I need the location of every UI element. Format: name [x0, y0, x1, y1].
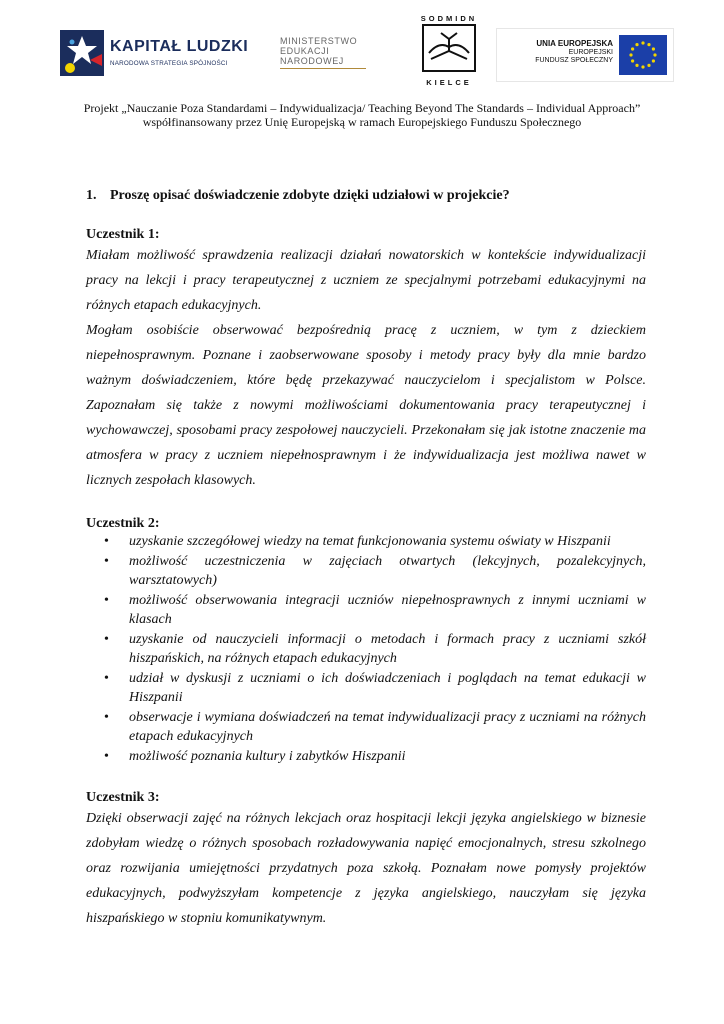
list-item-text: uzyskanie od nauczycieli informacji o metodach i formach pracy z uczniami szkół hiszpańskich, na różnych etapach edukacyjnych [129, 632, 646, 666]
list-item [86, 747, 646, 766]
participant-2-list [86, 532, 646, 766]
list-item-text: obserwacje i wymiana doświadczeń na temat indywidualizacji pracy z uczniami na różnych etapach edukacyjnych [129, 710, 646, 744]
bullet-icon: • [104, 710, 109, 725]
list-item-text: udział w dyskusji z uczniami o ich doświadczeniach i poglądach na temat edukacji w Hiszpanii [129, 671, 646, 705]
question-text: Proszę opisać doświadczenie zdobyte dzięki udziałowi w projekcie? [110, 188, 510, 203]
participant-1-label: Uczestnik 1: [86, 227, 160, 242]
ministerstwo-line-1: MINISTERSTWO [280, 36, 358, 46]
bullet-icon: • [104, 534, 109, 549]
hands-book-icon [421, 23, 477, 73]
list-item-text: możliwość uczestniczenia w zajęciach otwartych (lekcyjnych, pozalekcyjnych, warsztatowych) [129, 554, 646, 588]
kapital-ludzki-emblem-icon [60, 30, 104, 76]
list-item-text: uzyskanie szczegółowej wiedzy na temat funkcjonowania systemu oświaty w Hiszpanii [129, 534, 611, 549]
project-header-line-1: Projekt „Nauczanie Poza Standardami – Indywidualizacja/ Teaching Beyond The Standards – Individual Approach” [83, 101, 641, 115]
eu-flag-icon [619, 35, 667, 75]
sodmidn-bottom-text: KIELCE [426, 78, 472, 87]
kapital-ludzki-subtitle: NARODOWA STRATEGIA SPÓJNOŚCI [110, 60, 228, 67]
list-item [86, 552, 646, 590]
list-item [86, 669, 646, 707]
participant-1-paragraph-2: Mogłam osobiście obserwować bezpośrednią pracę z uczniem, w tym z dzieckiem niepełnosprawnym. Poznane i zaobserwowane sposoby i metody pracy były dla mnie bardzo ważnym doświadczeniem, które będę przekazywać nauczycielom i specjalistom w Polsce. Zapoznałam się także z nowymi możliwościami dokumentowania pracy terapeutycznej i wychowawczej, sposobami pracy zespołowej nauczycieli. Przekonałam się jak istotne znaczenie ma atmosfera w pracy z uczniem niepełnosprawnym i że indywidualizacja jest możliwa nawet w licznych zespołach klasowych. [86, 323, 646, 488]
unia-line-1: UNIA EUROPEJSKA [536, 39, 613, 48]
kapital-ludzki-title: KAPITAŁ LUDZKI [110, 38, 249, 55]
document-body [86, 186, 646, 931]
project-header-line-2: współfinansowany przez Unię Europejską w ramach Europejskiego Funduszu Społecznego [142, 115, 582, 129]
list-item [86, 532, 646, 551]
participant-3-label: Uczestnik 3: [86, 790, 160, 805]
ministerstwo-line-3: NARODOWEJ [280, 56, 344, 66]
bullet-icon: • [104, 554, 109, 569]
list-item [86, 708, 646, 746]
bullet-icon: • [104, 671, 109, 686]
unia-line-3: FUNDUSZ SPOŁECZNY [535, 57, 613, 64]
question-heading [86, 186, 646, 206]
unia-europejska-logo [496, 28, 674, 82]
participant-3-paragraph-1: Dzięki obserwacji zajęć na różnych lekcjach oraz hospitacji lekcji języka angielskiego w biznesie zdobyłam wiedzę o różnych sposobach rozładowywania napięć emocjonalnych, stresu szkolnego oraz rozwijania umiejętności przydatnych poza szkołą. Poznałam nowe pomysły projektów edukacyjnych, podwyższyłam kompetencje z języka angielskiego, nauczyłam się języka hiszpańskiego w stopniu komunikatywnym. [86, 811, 646, 926]
list-item [86, 630, 646, 668]
logo-bar [60, 14, 672, 88]
participant-1-paragraph-1: Miałam możliwość sprawdzenia realizacji działań nowatorskich w kontekście indywidualizacji pracy na lekcji i pracy terapeutycznej z uczniem ze specjalnymi potrzebami edukacyjnymi na różnych etapach edukacyjnych. [86, 248, 646, 313]
list-item [86, 591, 646, 629]
question-number: 1. [86, 188, 97, 203]
ministerstwo-underline [280, 68, 366, 69]
ministerstwo-line-2: EDUKACJI [280, 46, 330, 56]
ministerstwo-logo [280, 36, 380, 76]
unia-line-2: EUROPEJSKI [568, 49, 613, 56]
kapital-ludzki-logo [60, 30, 249, 80]
project-header [0, 101, 724, 129]
sodmidn-logo [414, 14, 484, 86]
list-item-text: możliwość obserwowania integracji uczniów niepełnosprawnych z innymi uczniami w klasach [129, 593, 646, 627]
bullet-icon: • [104, 749, 109, 764]
unia-text-block [535, 39, 613, 65]
sodmidn-top-text: SODMIDN [420, 14, 478, 23]
bullet-icon: • [104, 632, 109, 647]
participant-2-label: Uczestnik 2: [86, 516, 160, 531]
list-item-text: możliwość poznania kultury i zabytków Hiszpanii [129, 749, 406, 764]
bullet-icon: • [104, 593, 109, 608]
